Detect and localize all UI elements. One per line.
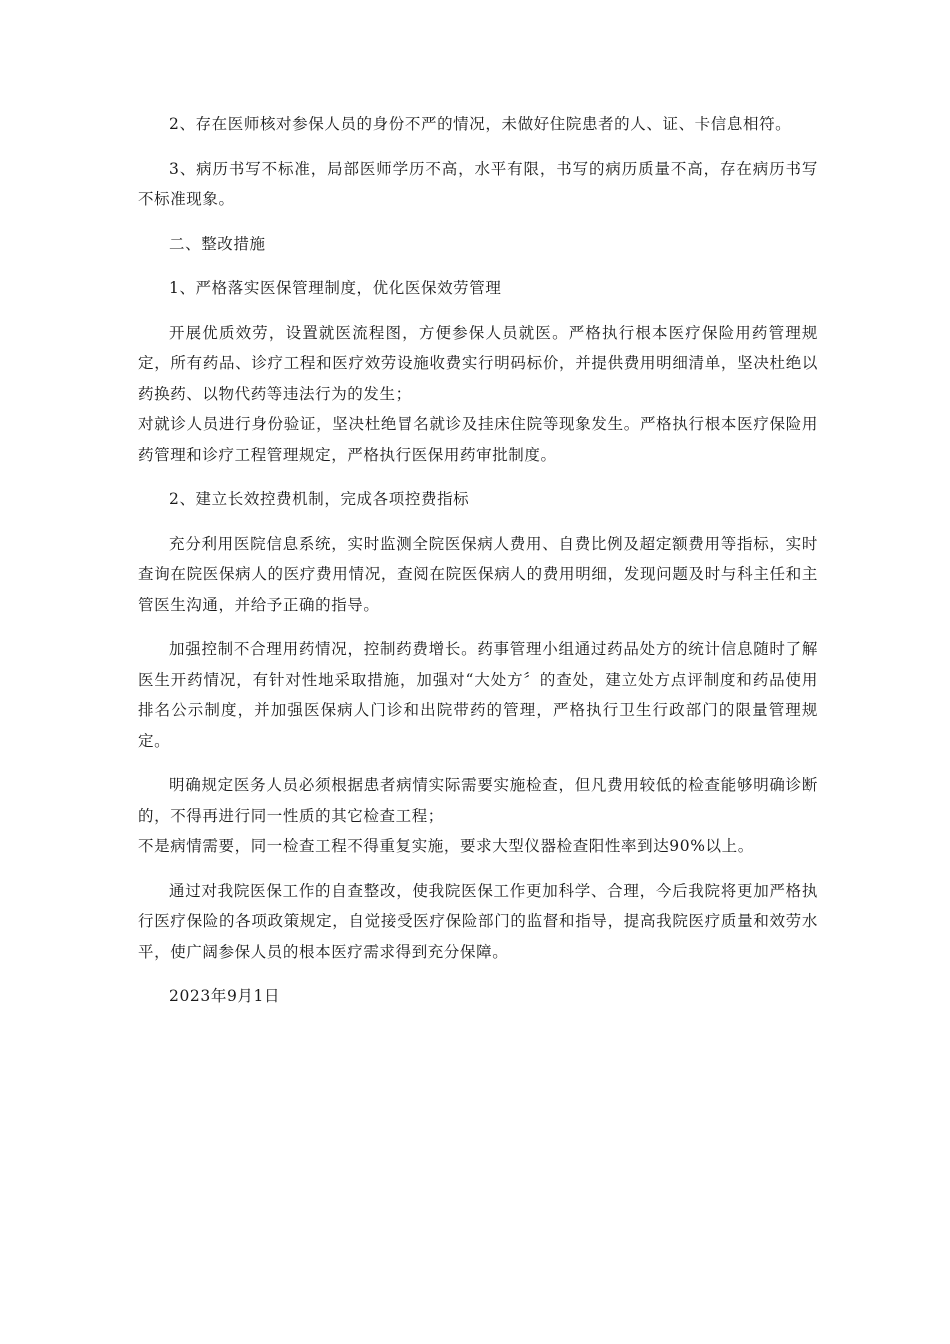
paragraph-quality-service: 开展优质效劳，设置就医流程图，方便参保人员就医。严格执行根本医疗保险用药管理规定，所有药品、诊疗工程和医疗效劳设施收费实行明码标价，并提供费用明细清单，坚决杜绝以药换药、以物代药等违法行为的发生；: [138, 323, 818, 403]
subheading-measure-1: 1、严格落实医保管理制度，优化医保效劳管理: [169, 279, 502, 297]
paragraph-conclusion: 通过对我院医保工作的自查整改，使我院医保工作更加科学、合理，今后我院将更加严格执行医疗保险的各项政策规定，自觉接受医疗保险部门的监督和指导，提高我院医疗质量和效劳水平，使广阔参保人员的根本医疗需求得到充分保障。: [138, 881, 818, 961]
document-body: [138, 109, 818, 1026]
paragraph-identity-verification: 对就诊人员进行身份验证，坚决杜绝冒名就诊及挂床住院等现象发生。严格执行根本医疗保险用药管理和诊疗工程管理规定，严格执行医保用药审批制度。: [138, 415, 818, 464]
paragraph-issue-3: 3、病历书写不标准，局部医师学历不高，水平有限，书写的病历质量不高，存在病历书写不标准现象。: [138, 159, 818, 208]
paragraph-repeat-exam: 不是病情需要，同一检查工程不得重复实施，要求大型仪器检查阳性率到达90%以上。: [138, 837, 754, 855]
paragraph-issue-2: 2、存在医师核对参保人员的身份不严的情况，未做好住院患者的人、证、卡信息相符。: [169, 115, 792, 133]
paragraph-examination-rules: 明确规定医务人员必须根据患者病情实际需要实施检查，但凡费用较低的检查能够明确诊断的，不得再进行同一性质的其它检查工程；: [138, 776, 818, 825]
paragraph-drug-control: 加强控制不合理用药情况，控制药费增长。药事管理小组通过药品处方的统计信息随时了解医生开药情况，有针对性地采取措施，加强对“大处方〞的查处，建立处方点评制度和药品使用排名公示制度，并加强医保病人门诊和出院带药的管理，严格执行卫生行政部门的限量管理规定。: [138, 640, 818, 750]
paragraph-info-system: 充分利用医院信息系统，实时监测全院医保病人费用、自费比例及超定额费用等指标，实时查询在院医保病人的医疗费用情况，查阅在院医保病人的费用明细，发现问题及时与科主任和主管医生沟通，并给予正确的指导。: [138, 534, 818, 614]
section-heading-rectification: 二、整改措施: [169, 234, 266, 253]
subheading-measure-2: 2、建立长效控费机制，完成各项控费指标: [169, 490, 470, 508]
document-date: 2023年9月1日: [169, 987, 281, 1005]
